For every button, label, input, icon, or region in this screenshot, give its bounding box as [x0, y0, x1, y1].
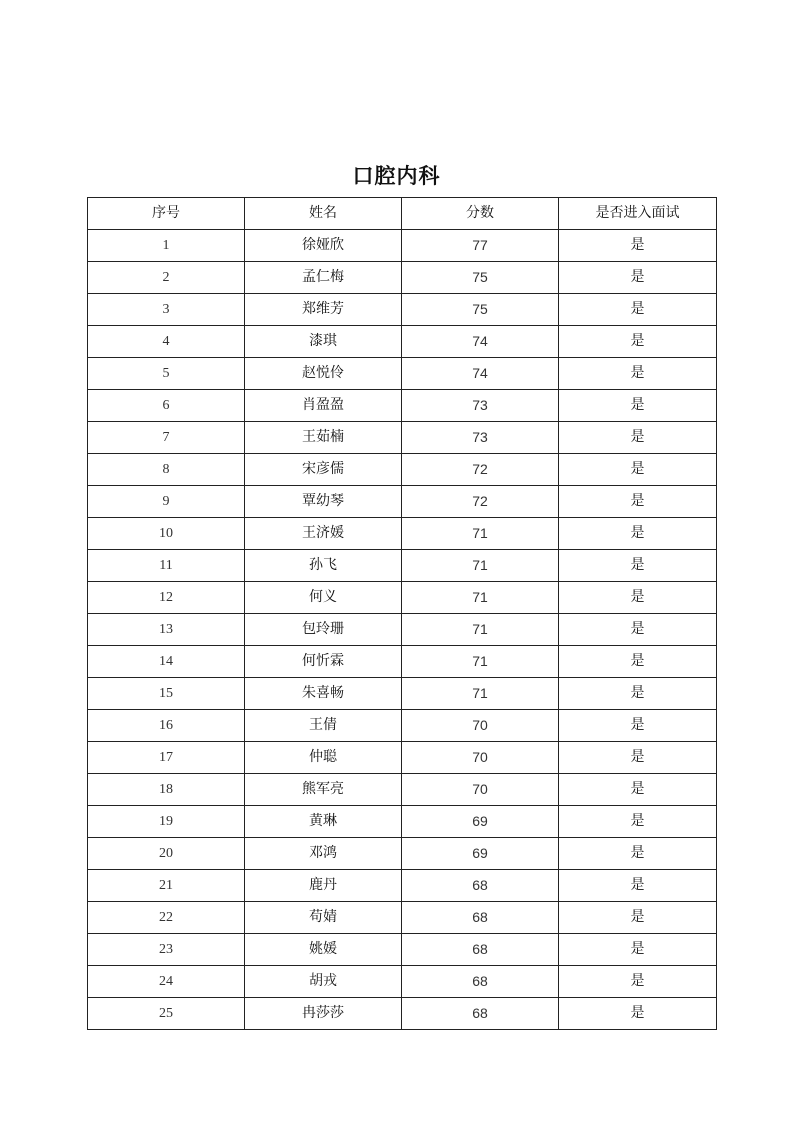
- cell-interview: 是: [559, 358, 717, 390]
- cell-name: 王济媛: [245, 518, 402, 550]
- cell-name: 苟婧: [245, 902, 402, 934]
- cell-name: 仲聪: [245, 742, 402, 774]
- cell-interview: 是: [559, 230, 717, 262]
- page-title: 口腔内科: [352, 163, 441, 188]
- cell-index: 24: [88, 966, 245, 998]
- cell-name: 姚媛: [245, 934, 402, 966]
- cell-interview: 是: [559, 806, 717, 838]
- cell-index: 7: [88, 422, 245, 454]
- cell-index: 19: [88, 806, 245, 838]
- cell-score: 68: [402, 934, 559, 966]
- cell-index: 5: [88, 358, 245, 390]
- cell-index: 14: [88, 646, 245, 678]
- cell-name: 冉莎莎: [245, 998, 402, 1030]
- cell-index: 12: [88, 582, 245, 614]
- table-row: [88, 742, 717, 774]
- cell-score: 68: [402, 998, 559, 1030]
- cell-score: 69: [402, 806, 559, 838]
- cell-index: 25: [88, 998, 245, 1030]
- cell-name: 包玲珊: [245, 614, 402, 646]
- cell-interview: 是: [559, 550, 717, 582]
- cell-interview: 是: [559, 646, 717, 678]
- cell-name: 王茹楠: [245, 422, 402, 454]
- cell-name: 郑维芳: [245, 294, 402, 326]
- cell-name: 朱喜畅: [245, 678, 402, 710]
- cell-score: 71: [402, 614, 559, 646]
- cell-name: 徐娅欣: [245, 230, 402, 262]
- cell-interview: 是: [559, 390, 717, 422]
- cell-interview: 是: [559, 838, 717, 870]
- cell-name: 赵悦伶: [245, 358, 402, 390]
- table-row: [88, 710, 717, 742]
- cell-index: 6: [88, 390, 245, 422]
- table-row: [88, 838, 717, 870]
- cell-name: 覃幼琴: [245, 486, 402, 518]
- cell-score: 73: [402, 422, 559, 454]
- table-row: [88, 774, 717, 806]
- cell-name: 孙飞: [245, 550, 402, 582]
- cell-interview: 是: [559, 902, 717, 934]
- cell-score: 71: [402, 518, 559, 550]
- table-row: [88, 262, 717, 294]
- table-row: [88, 902, 717, 934]
- cell-score: 74: [402, 326, 559, 358]
- score-table: [87, 197, 717, 1030]
- cell-score: 75: [402, 294, 559, 326]
- cell-score: 68: [402, 966, 559, 998]
- cell-name: 何忻霖: [245, 646, 402, 678]
- table-row: [88, 486, 717, 518]
- cell-name: 邓鸿: [245, 838, 402, 870]
- cell-interview: 是: [559, 326, 717, 358]
- table-row: [88, 390, 717, 422]
- cell-index: 8: [88, 454, 245, 486]
- cell-score: 70: [402, 774, 559, 806]
- cell-interview: 是: [559, 934, 717, 966]
- cell-index: 22: [88, 902, 245, 934]
- cell-interview: 是: [559, 454, 717, 486]
- table-row: [88, 294, 717, 326]
- table-row: [88, 966, 717, 998]
- cell-name: 鹿丹: [245, 870, 402, 902]
- header-name: 姓名: [245, 198, 402, 230]
- cell-interview: 是: [559, 870, 717, 902]
- cell-interview: 是: [559, 678, 717, 710]
- cell-interview: 是: [559, 262, 717, 294]
- table-row: [88, 326, 717, 358]
- cell-index: 23: [88, 934, 245, 966]
- cell-name: 漆琪: [245, 326, 402, 358]
- table-row: [88, 518, 717, 550]
- header-interview: 是否进入面试: [559, 198, 717, 230]
- cell-interview: 是: [559, 774, 717, 806]
- header-score: 分数: [402, 198, 559, 230]
- cell-score: 71: [402, 550, 559, 582]
- table-row: [88, 998, 717, 1030]
- cell-interview: 是: [559, 422, 717, 454]
- cell-interview: 是: [559, 294, 717, 326]
- cell-index: 16: [88, 710, 245, 742]
- table-row: [88, 678, 717, 710]
- cell-index: 1: [88, 230, 245, 262]
- cell-interview: 是: [559, 998, 717, 1030]
- cell-interview: 是: [559, 710, 717, 742]
- cell-score: 74: [402, 358, 559, 390]
- cell-score: 73: [402, 390, 559, 422]
- cell-name: 胡戎: [245, 966, 402, 998]
- cell-index: 3: [88, 294, 245, 326]
- cell-score: 69: [402, 838, 559, 870]
- cell-index: 11: [88, 550, 245, 582]
- table-row: [88, 550, 717, 582]
- table-row: [88, 614, 717, 646]
- table-row: [88, 358, 717, 390]
- cell-index: 15: [88, 678, 245, 710]
- table-row: [88, 934, 717, 966]
- cell-score: 71: [402, 678, 559, 710]
- cell-index: 21: [88, 870, 245, 902]
- cell-name: 宋彦儒: [245, 454, 402, 486]
- cell-score: 68: [402, 902, 559, 934]
- cell-score: 71: [402, 646, 559, 678]
- cell-name: 熊军亮: [245, 774, 402, 806]
- cell-name: 王倩: [245, 710, 402, 742]
- cell-score: 75: [402, 262, 559, 294]
- cell-index: 13: [88, 614, 245, 646]
- cell-index: 20: [88, 838, 245, 870]
- cell-score: 68: [402, 870, 559, 902]
- cell-score: 72: [402, 454, 559, 486]
- cell-score: 71: [402, 582, 559, 614]
- cell-interview: 是: [559, 582, 717, 614]
- cell-name: 何义: [245, 582, 402, 614]
- cell-index: 4: [88, 326, 245, 358]
- table-row: [88, 870, 717, 902]
- cell-score: 70: [402, 710, 559, 742]
- cell-index: 18: [88, 774, 245, 806]
- table-row: [88, 646, 717, 678]
- table-row: [88, 454, 717, 486]
- table-row: [88, 806, 717, 838]
- cell-interview: 是: [559, 966, 717, 998]
- cell-name: 孟仁梅: [245, 262, 402, 294]
- cell-index: 9: [88, 486, 245, 518]
- table-row: [88, 582, 717, 614]
- cell-interview: 是: [559, 614, 717, 646]
- table-row: [88, 230, 717, 262]
- cell-name: 肖盈盈: [245, 390, 402, 422]
- table-row: [88, 422, 717, 454]
- cell-index: 10: [88, 518, 245, 550]
- header-index: 序号: [88, 198, 245, 230]
- cell-name: 黄琳: [245, 806, 402, 838]
- cell-score: 77: [402, 230, 559, 262]
- cell-interview: 是: [559, 742, 717, 774]
- table-header-row: [88, 198, 717, 230]
- cell-score: 72: [402, 486, 559, 518]
- cell-interview: 是: [559, 518, 717, 550]
- cell-interview: 是: [559, 486, 717, 518]
- cell-score: 70: [402, 742, 559, 774]
- cell-index: 2: [88, 262, 245, 294]
- table-body: [88, 230, 717, 1030]
- cell-index: 17: [88, 742, 245, 774]
